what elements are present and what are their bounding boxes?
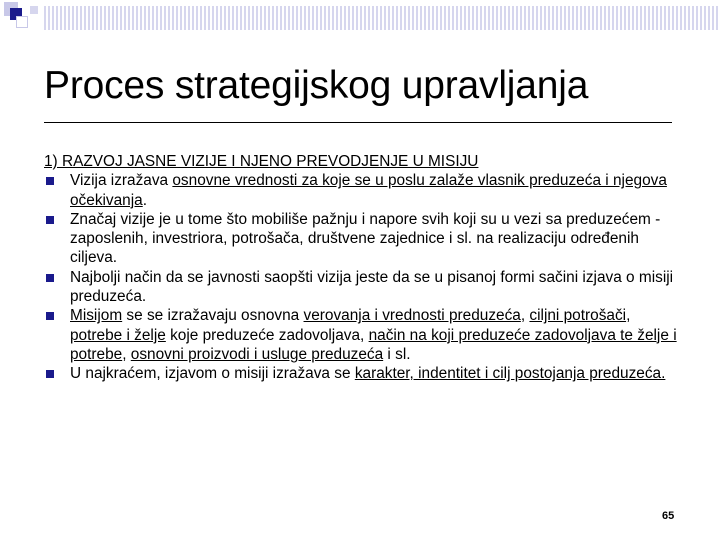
bullet-text: , (122, 345, 131, 363)
bullet-text: se se izražavaju osnovna (122, 307, 304, 325)
section-heading: 1) RAZVOJ JASNE VIZIJE I NJENO PREVODJENJE U MISIJU (44, 153, 479, 170)
bullet-text: Najbolji način da se javnosti saopšti vizija jeste da se u pisanoj formi sačini izjava o misiji preduzeća. (70, 268, 674, 306)
bullet-item (44, 364, 684, 383)
bullet-item (44, 306, 684, 364)
bullet-text: Vizija izražava (70, 172, 173, 190)
decorative-header (0, 0, 720, 40)
slide-title: Proces strategijskog upravljanja (44, 64, 589, 107)
bullet-text: U najkraćem, izjavom o misiji izražava se (70, 365, 355, 383)
bullet-text: , (626, 307, 631, 325)
title-divider (44, 122, 672, 123)
bullet-text: Značaj vizije je u tome što mobiliše pažnju i napore svih koji su u vezi sa preduzećem - zaposlenih, investriora, potrošača, društvene zajednice i sl. na realizaciju određenih ciljeva. (70, 210, 661, 267)
square-bullet-icon (46, 216, 54, 224)
bullet-item (44, 268, 684, 307)
underlined-text: način na koji preduzeće zadovoljava te želje i potrebe (70, 326, 677, 363)
square-bullet-icon (46, 312, 54, 320)
underlined-text: ciljni potrošači (529, 307, 627, 325)
corner-square-white (16, 16, 28, 28)
underlined-text: Misijom (70, 307, 123, 325)
underlined-text: potrebe i želje (70, 326, 166, 344)
bullet-text: , (520, 307, 530, 325)
bullet-list (44, 171, 684, 383)
bullet-text: . (142, 191, 148, 209)
underlined-text: verovanja i vrednosti preduzeća (303, 307, 521, 325)
bullet-text: i sl. (383, 345, 411, 363)
slide-body (44, 152, 684, 384)
corner-square-small (30, 6, 38, 14)
underlined-text: osnovni proizvodi i usluge preduzeća (130, 345, 384, 363)
square-bullet-icon (46, 370, 54, 378)
bullet-item (44, 210, 684, 268)
bullet-text: koje preduzeće zadovoljava, (165, 326, 369, 344)
bullet-item (44, 171, 684, 210)
underlined-text: karakter, indentitet i cilj postojanja preduzeća. (354, 365, 666, 383)
underlined-text: osnovne vrednosti za koje se u poslu zalaže vlasnik preduzeća i njegova očekivanja (70, 172, 667, 209)
page-number: 65 (662, 510, 675, 522)
header-stripe-bar (44, 6, 720, 30)
square-bullet-icon (46, 274, 54, 282)
square-bullet-icon (46, 177, 54, 185)
